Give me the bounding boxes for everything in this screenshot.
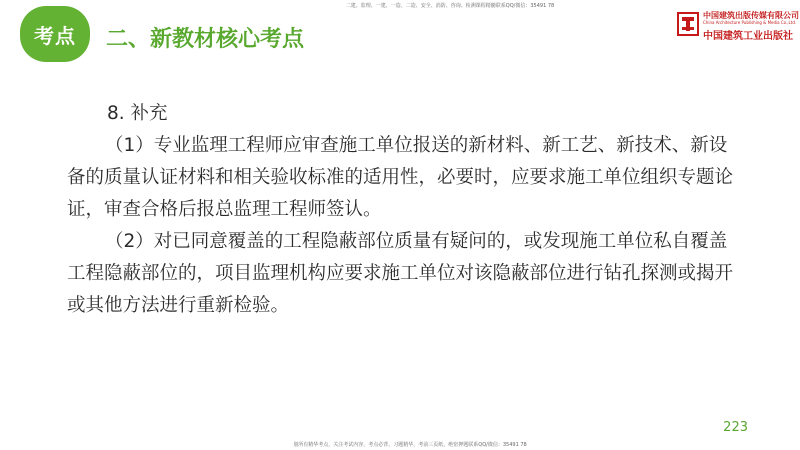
publisher-brand: 中国建筑工业出版社 (703, 31, 793, 42)
publisher-name-en: China Architecture Publishing & Media Co.,Ltd. (703, 20, 797, 25)
publisher-logo (677, 10, 799, 42)
kaodian-badge (20, 6, 90, 62)
publisher-emblem-icon (677, 12, 699, 36)
watermark-top: 二建、监理、一建、一造、二造、安全、消防、咨询、检测课程精髓联系QQ/微信：35491 78 (345, 3, 555, 9)
paragraph-2: （2）对已同意覆盖的工程隐蔽部位质量有疑问的，或发现施工单位私自覆盖工程隐蔽部位的，项目监理机构应要求施工单位对该隐蔽部位进行钻孔探测或揭开或其他方法进行重新检验。 (67, 231, 734, 316)
paragraph-1: （1）专业监理工程师应审查施工单位报送的新材料、新工艺、新技术、新设备的质量认证材料和相关验收标准的适用性，必要时，应要求施工单位组织专题论证，审查合格后报总监理工程师签认。 (67, 135, 734, 220)
main-content (67, 98, 737, 322)
content-heading: 8. 补充 (107, 103, 168, 124)
badge-label: 考点 (34, 23, 76, 48)
section-title: 二、新教材核心考点 (106, 27, 305, 52)
watermark-bottom: 划所有精华考点，关注考试内容，考点必背，习题精华，考前三页纸，绝密押题联系QQ/微信：35491 78 (293, 442, 527, 448)
publisher-name-cn: 中国建筑出版传媒有限公司 (703, 11, 799, 20)
page-number: 223 (723, 420, 748, 435)
